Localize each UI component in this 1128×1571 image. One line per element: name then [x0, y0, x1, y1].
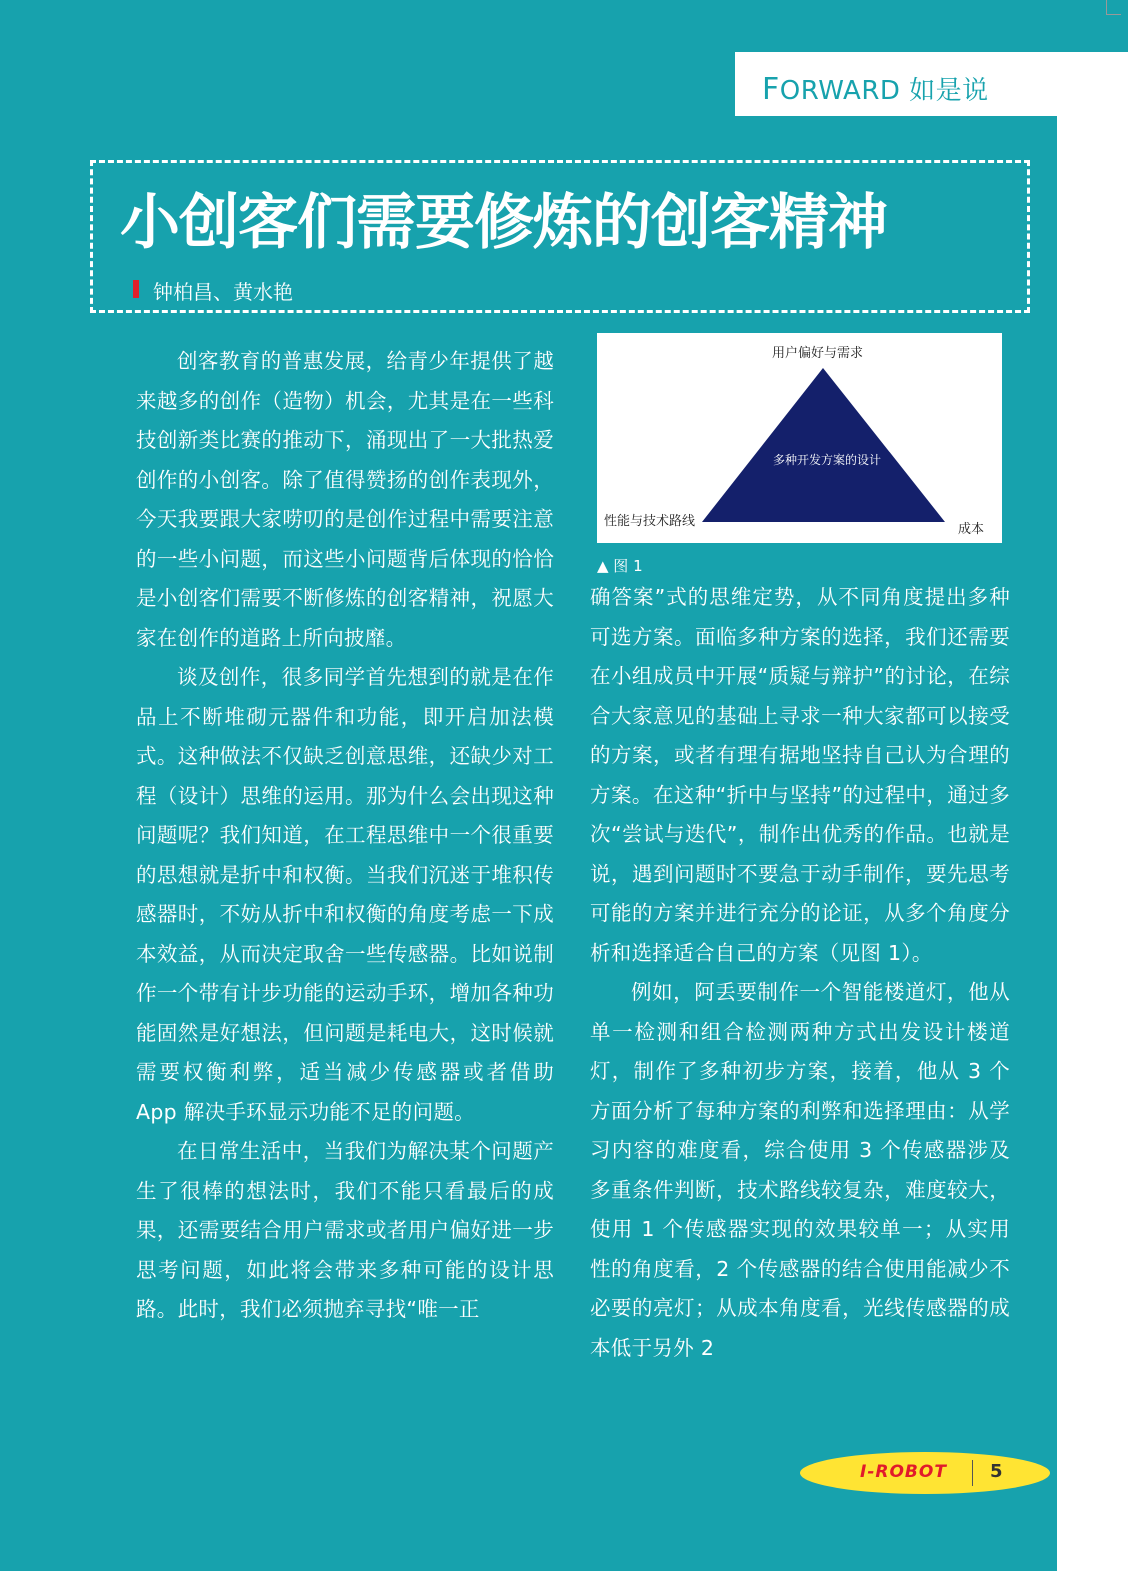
paragraph: 确答案”式的思维定势，从不同角度提出多种可选方案。面临多种方案的选择，我们还需要在小组成员中开展“质疑与辩护”的讨论，在综合大家意见的基础上寻求一种大家都可以接受的方案，或者有理有据地坚持自己认为合理的方案。在这种“折中与坚持”的过程中，通过多次“尝试与迭代”，制作出优秀的作品。也就是说，遇到问题时不要急于动手制作，要先思考可能的方案并进行充分的论证，从多个角度分析和选择适合自己的方案（见图 1）。 [590, 585, 1010, 965]
triangle-shape [702, 368, 945, 522]
paragraph: 例如，阿丢要制作一个智能楼道灯，他从单一检测和组合检测两种方式出发设计楼道灯，制作了多种初步方案，接着，他从 3 个方面分析了每种方案的利弊和选择理由：从学习内容的难度看，综合使用 3 个传感器涉及多重条件判断，技术路线较复杂，难度较大，使用 1 个传感器实现的效果较单一；从实用性的角度看，2 个传感器的结合使用能减少不必要的亮灯；从成本角度看，光线传感器的成本低于另外 2 [590, 980, 1010, 1360]
page-number: 5 [990, 1461, 1003, 1482]
section-rest: ORWARD 如是说 [779, 76, 989, 106]
figure-1 [597, 333, 1002, 543]
left-column [136, 342, 554, 1330]
article-title: 小创客们需要修炼的创客精神 [120, 188, 887, 258]
figure-left-label: 性能与技术路线 [604, 514, 696, 529]
paragraph: 在日常生活中，当我们为解决某个问题产生了很棒的想法时，我们不能只看最后的成果，还需要结合用户需求或者用户偏好进一步思考问题，如此将会带来多种可能的设计思路。此时，我们必须抛弃寻找“唯一正 [136, 1139, 554, 1321]
author-marker [133, 280, 139, 298]
footer-brand-logo: I-ROBOT [860, 1462, 947, 1482]
right-column [590, 578, 1010, 1368]
paragraph: 创客教育的普惠发展，给青少年提供了越来越多的创作（造物）机会，尤其是在一些科技创新类比赛的推动下，涌现出了一大批热爱创作的小创客。除了值得赞扬的创作表现外，今天我要跟大家唠叨的是创作过程中需要注意的一些小问题，而这些小问题背后体现的恰恰是小创客们需要不断修炼的创客精神，祝愿大家在创作的道路上所向披靡。 [136, 349, 554, 650]
figure-right-label: 成本 [958, 522, 985, 537]
figure-center-label: 多种开发方案的设计 [772, 453, 881, 467]
section-header-label [762, 70, 989, 107]
paragraph: 谈及创作，很多同学首先想到的就是在作品上不断堆砌元器件和功能，即开启加法模式。这种做法不仅缺乏创意思维，还缺少对工程（设计）思维的运用。那为什么会出现这种问题呢？我们知道，在工程思维中一个很重要的思想就是折中和权衡。当我们沉迷于堆积传感器时，不妨从折中和权衡的角度考虑一下成本效益，从而决定取舍一些传感器。比如说制作一个带有计步功能的运动手环，增加各种功能固然是好想法，但问题是耗电大，这时候就需要权衡利弊，适当减少传感器或者借助 App 解决手环显示功能不足的问题。 [136, 665, 554, 1124]
footer-divider [972, 1460, 973, 1486]
figure-top-label: 用户偏好与需求 [772, 346, 864, 361]
section-initial: F [762, 72, 780, 107]
crop-mark [1106, 0, 1121, 15]
article-author: 钟柏昌、黄水艳 [153, 280, 293, 304]
top-strip [0, 0, 1128, 52]
figure-caption: ▲ 图 1 [597, 557, 643, 575]
